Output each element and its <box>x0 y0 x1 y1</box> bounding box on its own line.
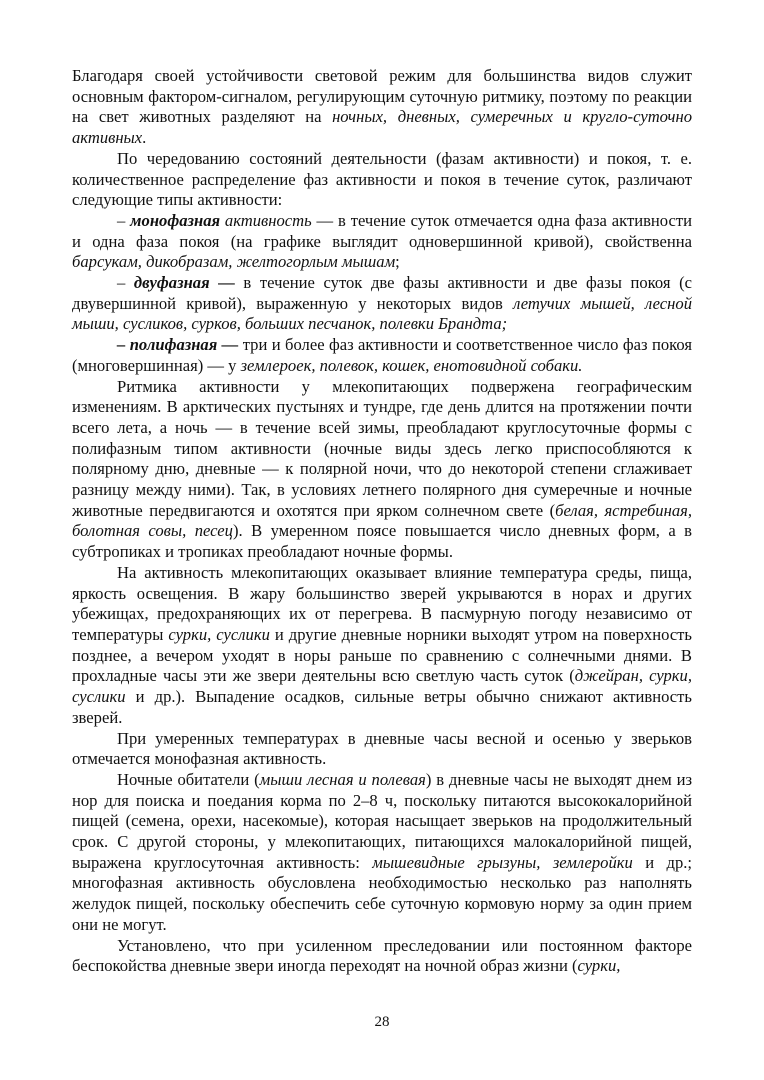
text: три и более фаз активности и соответственное число фаз покоя (многовершинная) — у <box>72 335 692 375</box>
italic-text: барсукам, дикобразам, желтогорлым мышам <box>72 252 396 272</box>
text: и др.). Выпадение осадков, сильные ветры обычно снижают активность зверей. <box>72 687 692 727</box>
text: и др.; многофазная активность обусловлена необходимостью несколько раз наполнять желудок пищей, поскольку обеспечить себе суточную кормовую норму за один прием они не могут. <box>72 852 693 934</box>
text: Ночные обитатели ( <box>117 769 260 789</box>
paragraph-light-regime <box>72 66 692 149</box>
text: Ритмика активности у млекопитающих подвержена географическим изменениям. В арктических пустынях и тундре, где день длится на протяжении почти всего лета, а ночь — в течение всей зимы, преобладают круглосуточные формы с полифазным типом активности (ночные виды здесь легко приспособляются к полярному дню, дневные — к полярной ночи, что до некоторой степени сглаживает разницу между ними). Так, в условиях летнего полярного дня сумеречные и ночные животные передвигаются и охотятся при ярком солнечном свете ( <box>72 376 692 520</box>
dash: – <box>117 210 131 230</box>
italic-text: сурки, <box>577 956 621 976</box>
text: . <box>142 128 147 148</box>
page-body <box>72 66 692 977</box>
paragraph-moderate-temperatures <box>72 729 692 770</box>
paragraph-disturbance <box>72 936 692 977</box>
paragraph-nocturnal-dwellers <box>72 770 692 936</box>
paragraph-geographic-rhythm <box>72 377 692 563</box>
text: Благодаря своей устойчивости световой режим для большинства видов служит основным фактором-сигналом, регулирующим суточную ритмику, поэтому по реакции на свет животных разделяют на <box>72 66 692 127</box>
bold-italic-term: монофазная <box>130 210 221 230</box>
text: Установлено, что при усиленном преследовании или постоянном факторе беспокойства дневные звери иногда переходят на ночной образ жизни ( <box>72 935 692 976</box>
text: При умеренных температурах в дневные часы весной и осенью у зверьков отмечается монофазная активность. <box>72 728 692 769</box>
italic-text: джейран, сурки, суслики <box>72 666 692 707</box>
text: — в течение суток отмечается одна фаза активности и одна фаза покоя (на графике выглядит одновершинной кривой), свойственна <box>72 210 693 251</box>
text: На активность млекопитающих оказывает влияние температура среды, пища, яркость освещения. В жару большинство зверей укрываются в норах и других убежищах, предохраняющих их от перегрева. В пасмурную погоду независимо от температуры <box>72 562 692 644</box>
italic-text: сурки, суслики <box>168 624 270 644</box>
bold-italic-term: двуфазная — <box>133 273 235 293</box>
list-item-monophasic <box>72 211 692 273</box>
italic-text: ночных, дневных, сумеречных и кругло-суточно активных <box>72 107 692 148</box>
italic-text: летучих мышей, лесной мыши, сусликов, сурков, больших песчанок, полевки Брандта; <box>72 293 692 334</box>
bold-italic-term: – полифазная — <box>117 335 239 355</box>
text: ) в дневные часы не выходят днем из нор для поиска и поедания корма по 2–8 ч, поскольку питаются высококалорийной пищей (семена, орехи, насекомые), которая насыщает зверьков на продолжительный срок. С другой стороны, у млекопитающих, питающихся малокалорийной пищей, выражена круглосуточная активность: <box>72 769 692 872</box>
italic-text: белая, ястребиная, болотная совы, песец <box>72 500 692 541</box>
paragraph-temperature-influence <box>72 563 692 729</box>
italic-text: мышевидные грызуны, землеройки <box>372 852 633 872</box>
list-item-polyphasic <box>72 335 692 376</box>
text: ; <box>395 252 400 272</box>
text: По чередованию состояний деятельности (фазам активности) и покоя, т. е. количественное распределение фаз активности и покоя в течение суток, различают следующие типы активности: <box>72 148 692 210</box>
text: и другие дневные норники выходят утром на поверхность позднее, а вечером уходят в норы раньше по сравнению с солнечными днями. В прохладные часы эти же звери деятельны всю светлую часть суток ( <box>72 624 692 686</box>
italic-text: активность <box>220 210 312 230</box>
list-item-biphasic <box>72 273 692 335</box>
dash: – <box>117 273 134 293</box>
paragraph-activity-types-intro <box>72 149 692 211</box>
italic-text: мыши лесная и полевая <box>259 769 426 789</box>
text: в течение суток две фазы активности и две фазы покоя (с двувершинной кривой), выраженную у некоторых видов <box>72 273 692 313</box>
text: ). В умеренном поясе повышается число дневных форм, а в субтропиках и тропиках преобладают ночные формы. <box>72 521 693 562</box>
italic-text: землероек, полевок, кошек, енотовидной собаки. <box>240 355 583 375</box>
page-number: 28 <box>374 1014 390 1030</box>
